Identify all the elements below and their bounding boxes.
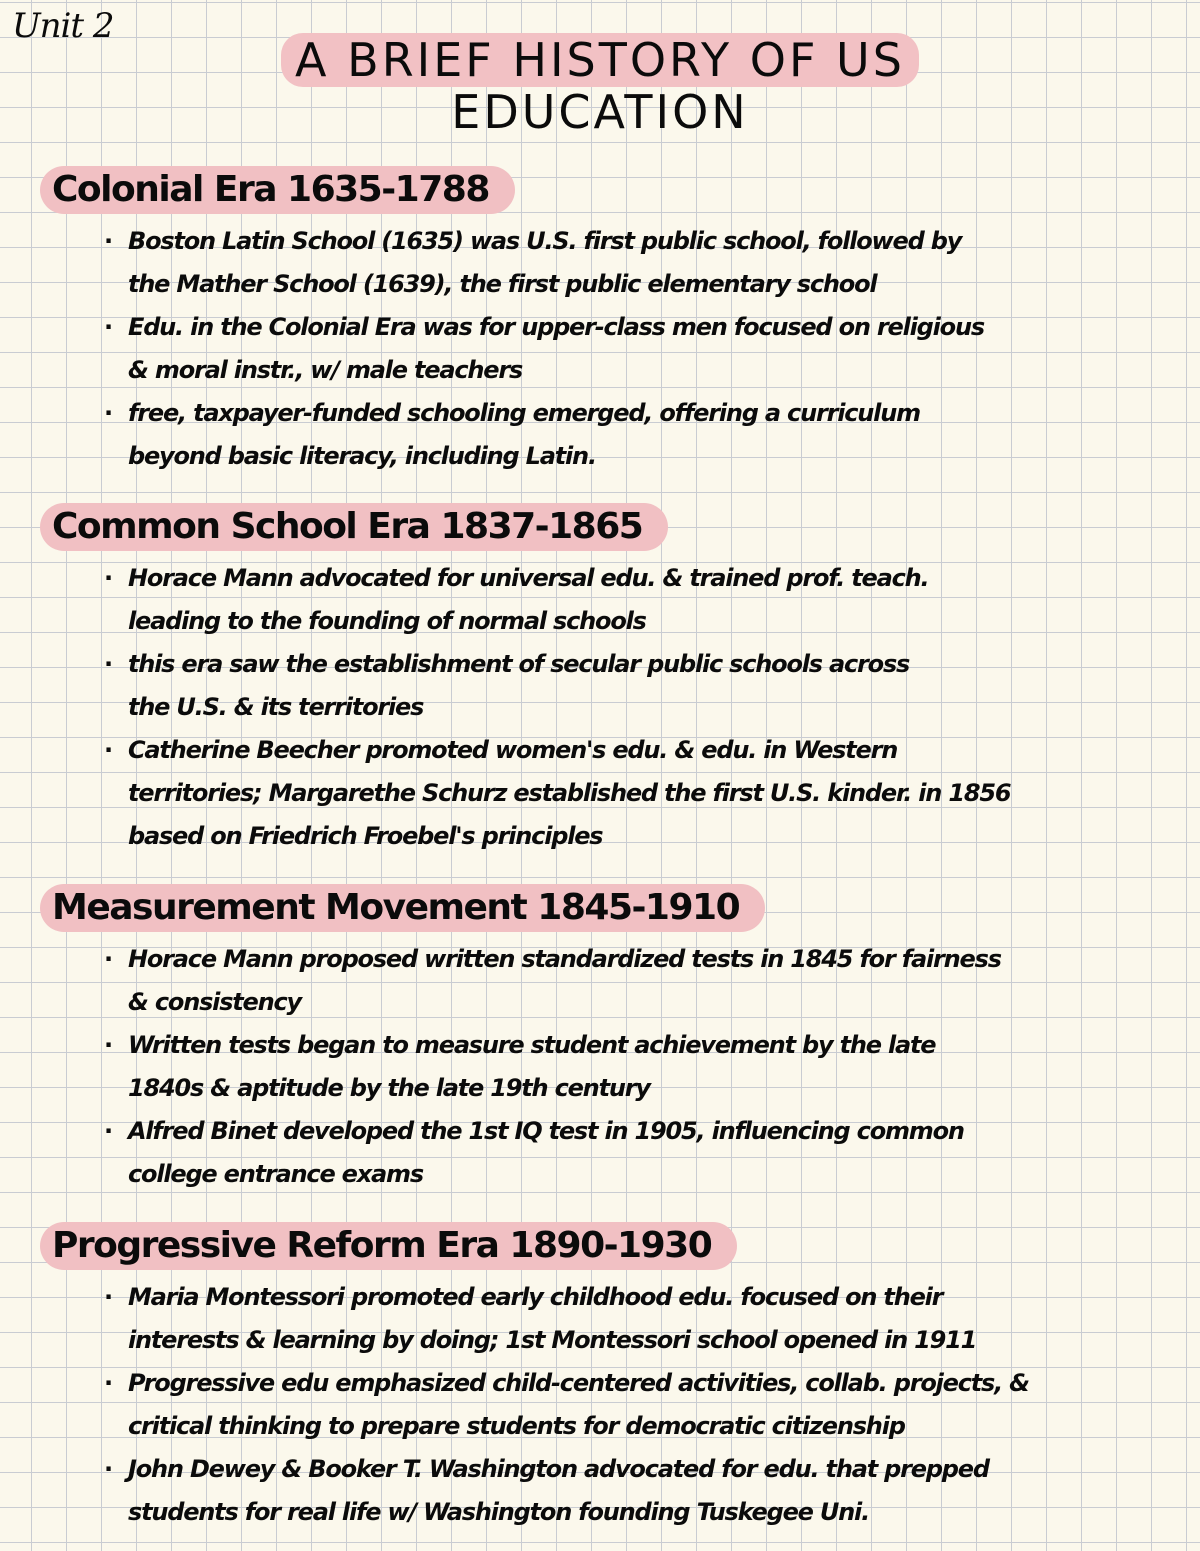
bullet-dot: · — [104, 227, 112, 255]
list-item — [104, 729, 1200, 858]
list-item — [104, 643, 1200, 729]
bullet-list — [40, 220, 1200, 478]
bullet-dot: · — [104, 1455, 112, 1483]
bullet-text: Horace Mann advocated for universal edu. & trained prof. teach. leading to the founding of normal schools — [128, 564, 929, 635]
bullet-dot: · — [104, 399, 112, 427]
bullet-list — [40, 1276, 1200, 1534]
section-measurement-movement — [40, 884, 1200, 1196]
bullet-text: Boston Latin School (1635) was U.S. first public school, followed by the Mather School (1639), the first public elementary school — [128, 227, 962, 298]
bullet-text: free, taxpayer-funded schooling emerged, offering a curriculum beyond basic literacy, including Latin. — [128, 399, 920, 470]
bullet-text: Maria Montessori promoted early childhood edu. focused on their interests & learning by doing; 1st Montessori school opened in 1911 — [128, 1283, 977, 1354]
list-item — [104, 1110, 1200, 1196]
title-line-2: EDUCATION — [451, 85, 749, 139]
list-item — [104, 306, 1200, 392]
bullet-dot: · — [104, 1283, 112, 1311]
section-progressive-reform-era — [40, 1222, 1200, 1534]
section-common-school-era — [40, 503, 1200, 858]
title-line-1: A BRIEF HISTORY OF US — [281, 33, 919, 87]
bullet-text: Edu. in the Colonial Era was for upper-class men focused on religious & moral instr., w/ male teachers — [128, 313, 984, 384]
list-item — [104, 392, 1200, 478]
bullet-list — [40, 557, 1200, 858]
list-item — [104, 938, 1200, 1024]
list-item — [104, 1448, 1200, 1534]
bullet-dot: · — [104, 736, 112, 764]
list-item — [104, 220, 1200, 306]
bullet-text: Written tests began to measure student achievement by the late 1840s & aptitude by the late 19th century — [128, 1031, 936, 1102]
section-colonial-era — [40, 166, 1200, 478]
bullet-text: John Dewey & Booker T. Washington advocated for edu. that prepped students for real life w/ Washington founding Tuskegee Uni. — [128, 1455, 989, 1526]
list-item — [104, 1024, 1200, 1110]
section-heading: Colonial Era 1635-1788 — [40, 166, 515, 214]
list-item — [104, 1276, 1200, 1362]
bullet-dot: · — [104, 650, 112, 678]
bullet-dot: · — [104, 564, 112, 592]
bullet-dot: · — [104, 1031, 112, 1059]
bullet-dot: · — [104, 1369, 112, 1397]
bullet-text: Catherine Beecher promoted women's edu. & edu. in Western territories; Margarethe Schurz established the first U.S. kinder. in 1856 based on Friedrich Froebel's principles — [128, 736, 1011, 850]
page-title — [200, 34, 1000, 138]
bullet-text: this era saw the establishment of secular public schools across the U.S. & its territories — [128, 650, 910, 721]
bullet-list — [40, 938, 1200, 1196]
section-heading: Progressive Reform Era 1890-1930 — [40, 1222, 737, 1270]
bullet-text: Alfred Binet developed the 1st IQ test in 1905, influencing common college entrance exams — [128, 1117, 964, 1188]
bullet-dot: · — [104, 313, 112, 341]
bullet-text: Progressive edu emphasized child-centered activities, collab. projects, & critical thinking to prepare students for democratic citizenship — [128, 1369, 1029, 1440]
list-item — [104, 557, 1200, 643]
list-item — [104, 1362, 1200, 1448]
bullet-dot: · — [104, 1117, 112, 1145]
section-heading: Common School Era 1837-1865 — [40, 503, 668, 551]
bullet-dot: · — [104, 945, 112, 973]
section-heading: Measurement Movement 1845-1910 — [40, 884, 765, 932]
unit-label: Unit 2 — [12, 6, 114, 46]
bullet-text: Horace Mann proposed written standardized tests in 1845 for fairness & consistency — [128, 945, 1001, 1016]
